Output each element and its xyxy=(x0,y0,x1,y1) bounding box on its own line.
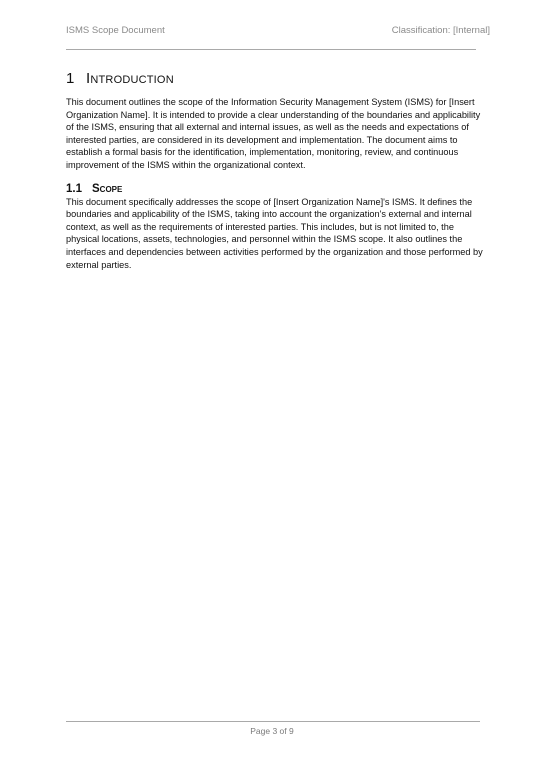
introduction-paragraph: This document outlines the scope of the Information Security Management System (ISMS) for [Insert Organization Name]. It is intended to provide a clear understanding of the boundaries and applicability of the ISMS, ensuring that all external and internal issues, as well as the needs and expectations of interested parties, are considered in its development and implementation. The document aims to establish a formal basis for the identification, implementation, monitoring, review, and continuous improvement of the ISMS within the organizational context. xyxy=(66,97,481,170)
page-footer xyxy=(0,726,544,736)
header-divider xyxy=(66,49,476,50)
subsection-title: Scope xyxy=(92,182,123,195)
page-number: Page 3 of 9 xyxy=(250,726,294,736)
subsection-number: 1.1 xyxy=(66,182,82,195)
subsection-heading-scope xyxy=(66,183,484,195)
section-title: Introduction xyxy=(86,70,174,87)
document-body xyxy=(66,70,484,271)
header-document-title: ISMS Scope Document xyxy=(66,25,165,36)
scope-paragraph: This document specifically addresses the scope of [Insert Organization Name]'s ISMS. It defines the boundaries and applicability of the ISMS, taking into account the organization's external and internal context, as well as the requirements of interested parties. This includes, but is not limited to, the physical locations, assets, technologies, and personnel within the ISMS scope. It also outlines the interfaces and dependencies between activities performed by the organization and those performed by external parties. xyxy=(66,196,483,270)
footer-divider xyxy=(66,721,480,722)
section-heading-introduction xyxy=(66,70,484,87)
section-number: 1 xyxy=(66,70,75,87)
page-header xyxy=(66,25,490,39)
header-classification: Classification: [Internal] xyxy=(391,25,490,36)
